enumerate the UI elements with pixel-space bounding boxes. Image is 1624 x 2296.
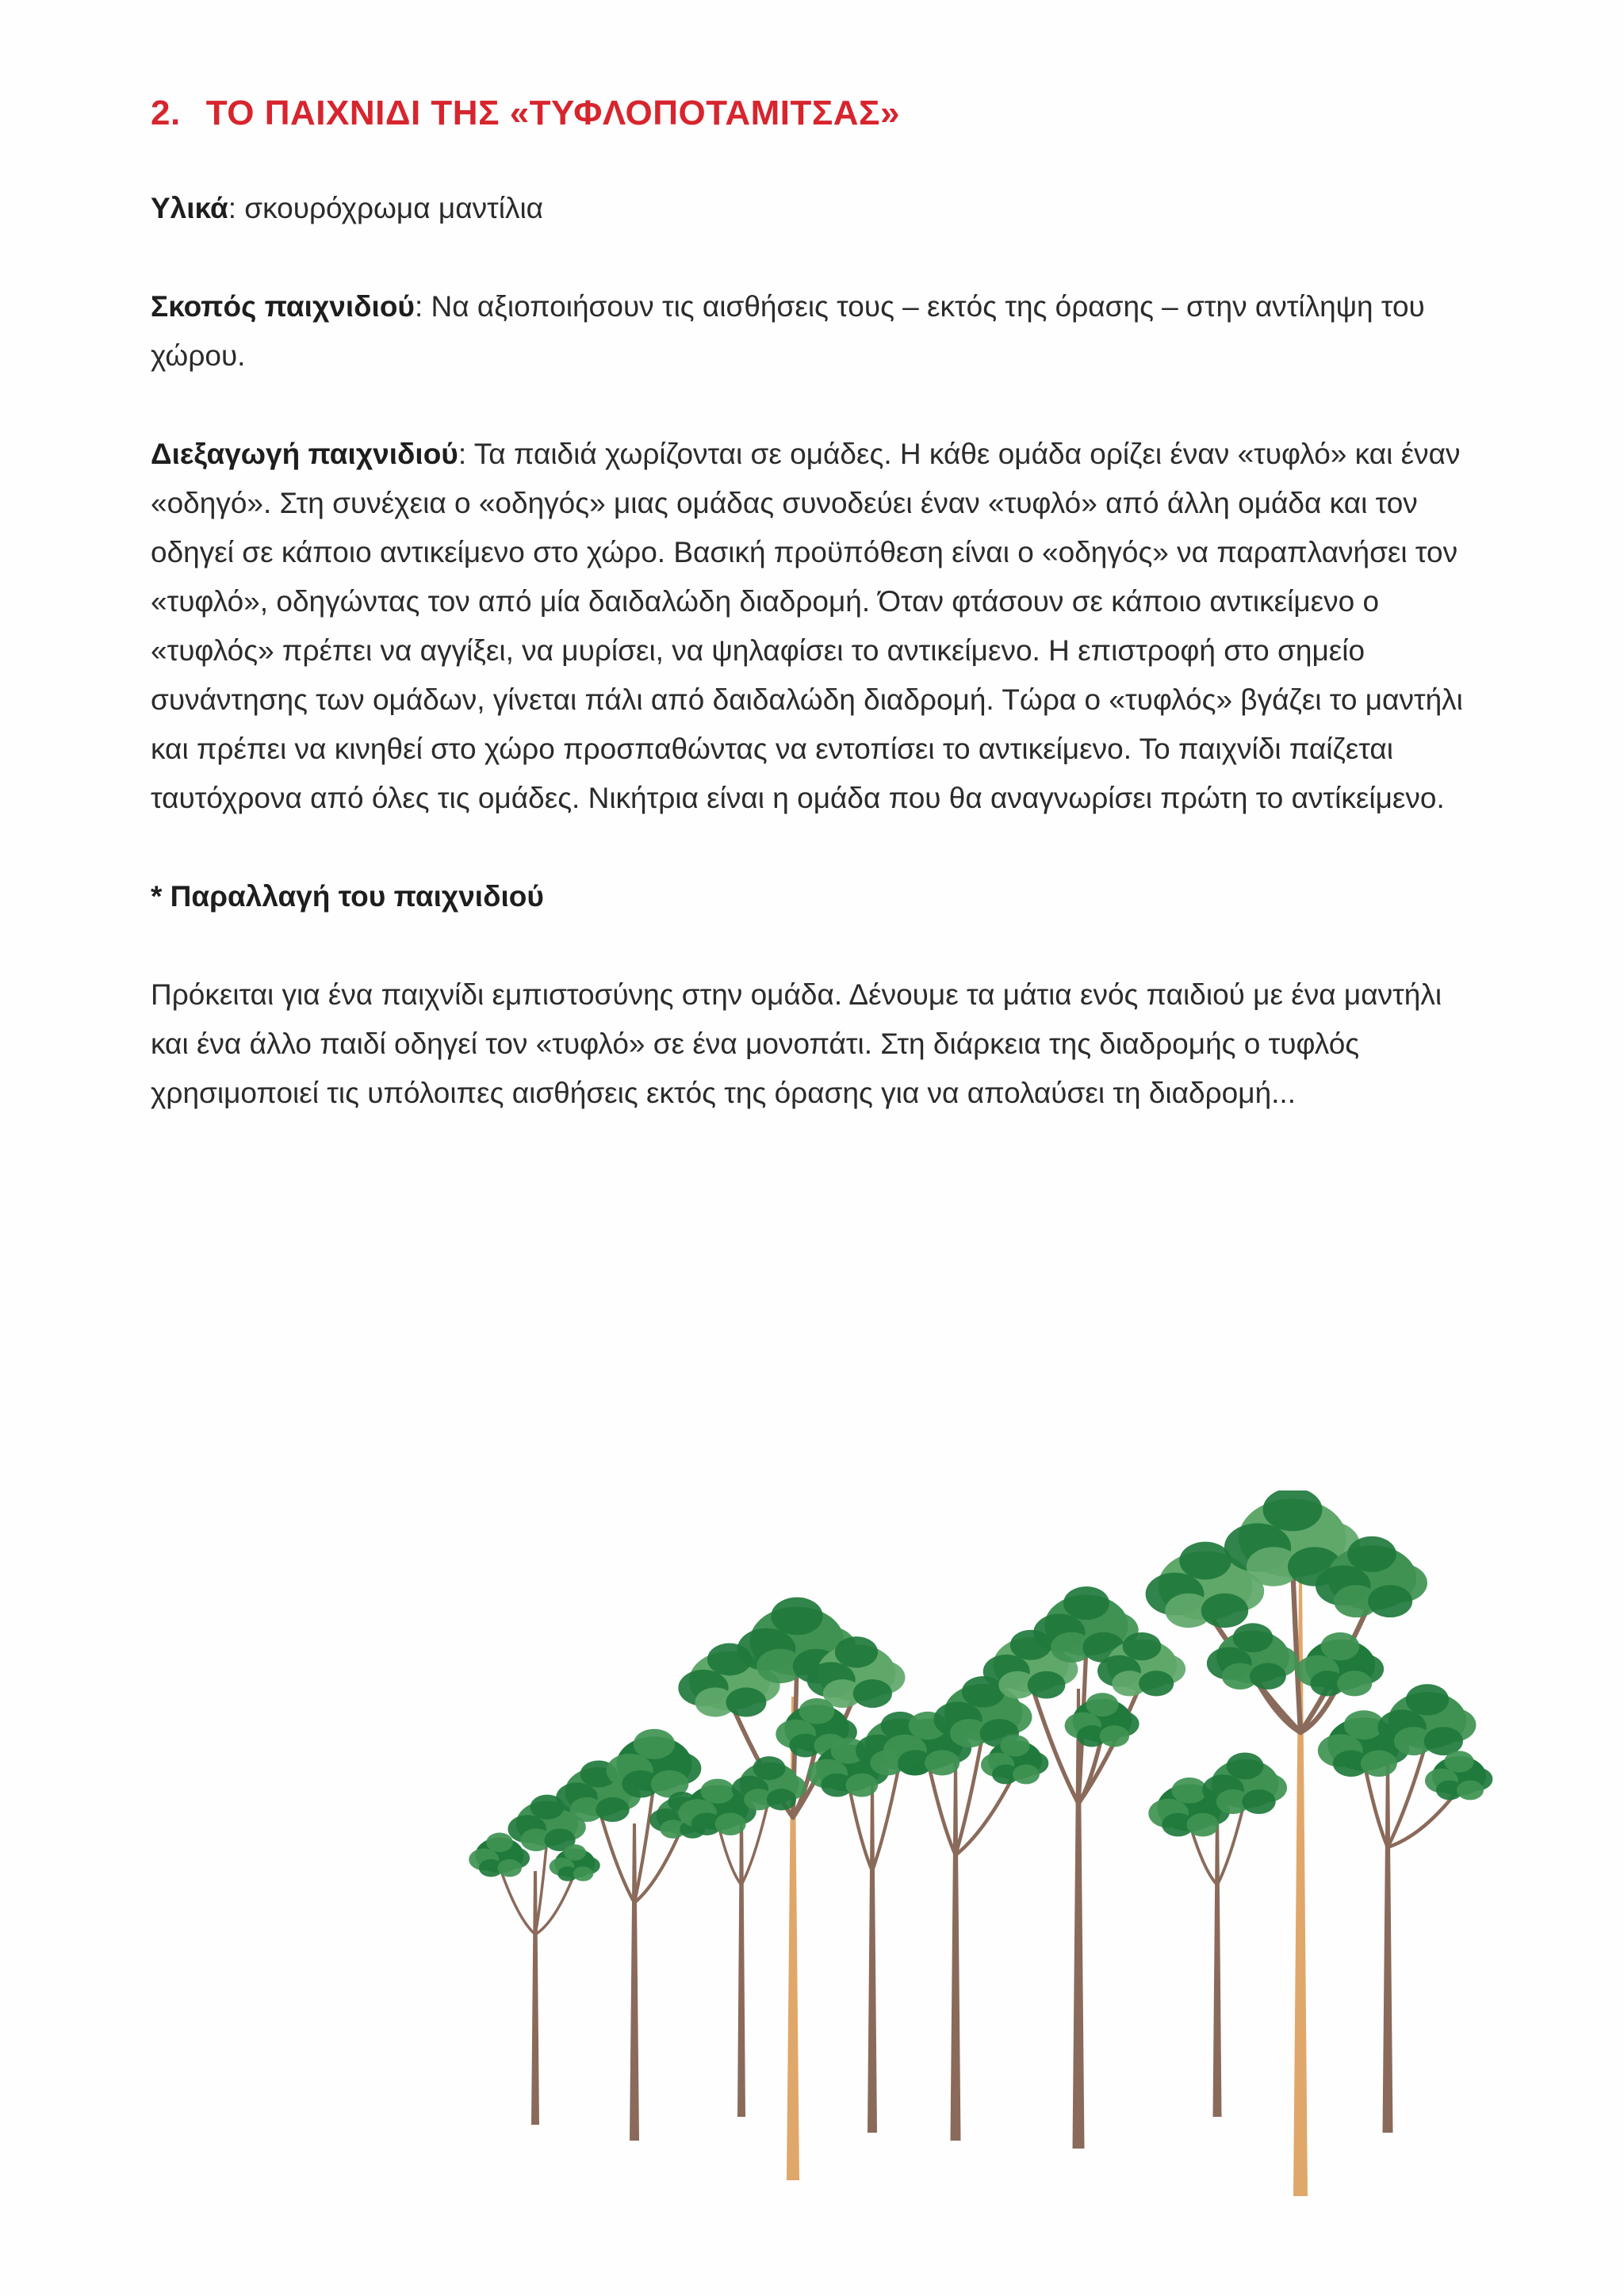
tree-crowns	[469, 1490, 1492, 1881]
tree-foliage	[1000, 1735, 1029, 1756]
goal-text: : Να αξιοποιήσουν τις αισθήσεις τους – εκτός της όρασης – στην αντίληψη του χώρου.	[151, 290, 1425, 372]
tree-foliage	[835, 1636, 878, 1668]
section-title-text: ΤΟ ΠΑΙΧΝΙΔΙ ΤΗΣ «ΤΥΦΛΟΠΟΤΑΜΙΤΣΑΣ»	[205, 94, 900, 132]
materials-label: Υλικά	[151, 192, 228, 224]
tree-branch	[1031, 1682, 1078, 1804]
tree-foliage	[486, 1833, 513, 1853]
materials-text: : σκουρόχρωμα μαντίλια	[228, 192, 544, 224]
tree-trunk	[1383, 1752, 1393, 2133]
tree-foliage	[715, 1812, 746, 1835]
tree-foliage	[1361, 1751, 1397, 1777]
tree-foliage	[1368, 1585, 1412, 1617]
tree-foliage	[1179, 1542, 1231, 1580]
variation-paragraph: Πρόκειται για ένα παιχνίδι εμπιστοσύνης στην ομάδα. Δένουμε τα μάτια ενός παιδιού με ένα μαντήλι και ένα άλλο παιδί οδηγεί τον «τυφλό» σε ένα μονοπάτι. Στη διάρκεια της διαδρομής ο τυφλός χρησιμοποιεί τις υπόλοιπες αισθήσεις εκτός της όρασης για να απολαύσει τη διαδρομή...	[151, 978, 1442, 1109]
tree-foliage	[767, 1789, 796, 1810]
tree-foliage	[771, 1598, 822, 1636]
tree-branch	[535, 1838, 547, 1934]
tree-foliage	[1186, 1813, 1219, 1837]
tree-branch	[599, 1808, 634, 1903]
tree-foliage	[700, 1779, 734, 1804]
tree-foliage	[853, 1679, 892, 1708]
procedure-paragraph	[151, 430, 1467, 823]
tree-foliage	[596, 1797, 630, 1822]
variation-heading: * Παραλλαγή του παιχνιδιού	[151, 880, 544, 913]
tree-foliage	[1201, 1594, 1249, 1628]
tree-foliage	[1233, 1623, 1273, 1652]
tree-foliage	[726, 1687, 767, 1716]
tree-foliage	[1337, 1670, 1372, 1696]
tree-foliage	[845, 1774, 878, 1797]
tree-foliage	[1444, 1751, 1473, 1772]
tree-foliage	[753, 1756, 785, 1780]
tree-foliage	[634, 1729, 675, 1759]
tree-foliage	[1123, 1632, 1162, 1660]
section-title	[151, 94, 1467, 133]
tree-foliage	[1344, 1710, 1384, 1739]
tree-foliage	[1172, 1777, 1208, 1804]
tree-foliage	[1227, 1752, 1264, 1779]
tree-foliage	[799, 1698, 835, 1724]
materials-paragraph	[151, 184, 1467, 233]
tree-trunk	[1213, 1808, 1222, 2117]
tree-foliage	[1321, 1632, 1360, 1660]
tree-foliage	[1347, 1536, 1396, 1572]
document-content	[151, 94, 1467, 1118]
tree-trunk	[951, 1760, 961, 2141]
tree-foliage	[1139, 1670, 1174, 1696]
tree-foliage	[497, 1859, 522, 1877]
tree-trunk	[630, 1823, 639, 2141]
goal-paragraph	[151, 282, 1467, 381]
tree-foliage	[1063, 1586, 1109, 1620]
tree-foliage	[573, 1866, 594, 1881]
tree-foliage	[564, 1844, 586, 1860]
procedure-label: Διεξαγωγή παιχνιδιού	[151, 438, 458, 470]
tree-foliage	[1242, 1789, 1276, 1814]
tree-foliage	[1086, 1693, 1118, 1716]
goal-label: Σκοπός παιχνιδιού	[151, 290, 415, 323]
tree-foliage	[1100, 1725, 1129, 1747]
tree-trunk	[737, 1808, 745, 2117]
tree-foliage	[1457, 1781, 1484, 1800]
section-number: 2.	[151, 94, 181, 132]
tree-foliage	[1250, 1663, 1286, 1689]
tree-foliage	[1406, 1684, 1449, 1716]
tree-foliage	[925, 1750, 959, 1775]
tree-foliage	[1013, 1765, 1040, 1785]
tree-branch	[500, 1866, 535, 1934]
tree-foliage	[1028, 1671, 1066, 1699]
procedure-text: : Τα παιδιά χωρίζονται σε ομάδες. Η κάθε ομάδα ορίζει έναν «τυφλό» και έναν «οδηγό». Στη συνέχεια ο «οδηγός» μιας ομάδας συνοδεύει έναν «τυφλό» από άλλη ομάδα και τον οδηγεί σε κάποιο αντικείμενο στο χώρο. Βασική προϋπόθεση είναι ο «οδηγός» να παραπλανήσει τον «τυφλό», οδηγώντας τον από μία δαιδαλώδη διαδρομή. Όταν φτάσουν σε κάποιο αντικείμενο ο «τυφλός» πρέπει να αγγίξει, να μυρίσει, να ψηλαφίσει το αντικείμενο. Η επιστροφή στο σημείο συνάντησης των ομάδων, γίνεται πάλι από δαιδαλώδη διαδρομή. Τώρα ο «τυφλός» βγάζει το μαντήλι και πρέπει να κινηθεί στο χώρο προσπαθώντας να εντοπίσει το αντικείμενο. Το παιχνίδι παίζεται ταυτόχρονα από όλες τις ομάδες. Νικήτρια είναι η ομάδα που θα αναγνωρίσει πρώτη το αντίκείμενο.	[151, 438, 1463, 814]
tree-trunk	[868, 1784, 877, 2133]
forest-trees-illustration	[444, 1490, 1554, 2236]
